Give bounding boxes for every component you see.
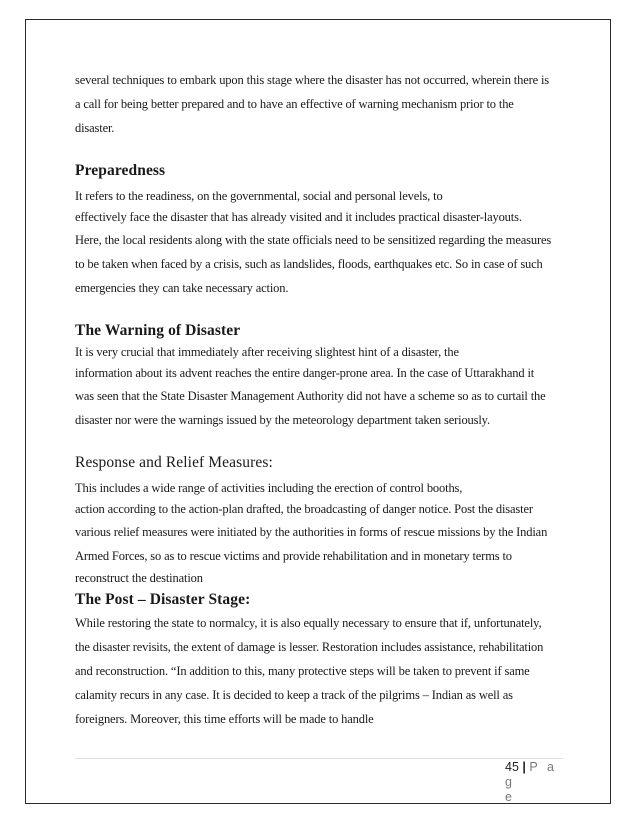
paragraph-line: several techniques to embark upon this stage where the disaster has not occurred, wherein there is	[75, 73, 550, 87]
section-heading-warning: The Warning of Disaster	[75, 322, 241, 339]
paragraph-line: calamity recurs in any case. It is decided to keep a track of the pilgrims – Indian as well as	[75, 688, 513, 702]
paragraph-line: This includes a wide range of activities including the erection of control booths,	[75, 481, 463, 495]
page-word-part1: P a g	[505, 760, 557, 789]
paragraph-line: the disaster revisits, the extent of damage is lesser. Restoration includes assistance, rehabilitation	[75, 640, 544, 654]
response-section	[75, 452, 563, 589]
paragraph-line: action according to the action-plan drafted, the broadcasting of danger notice. Post the disaster	[75, 502, 533, 516]
paragraph-line: While restoring the state to normalcy, it is also equally necessary to ensure that if, unfortunately,	[75, 616, 542, 630]
paragraph-line: various relief measures were initiated by the authorities in forms of rescue missions by the Indian	[75, 525, 548, 539]
paragraph-line: was seen that the State Disaster Management Authority did not have a scheme so as to curtail the	[75, 389, 546, 403]
page-number-footer	[505, 760, 565, 805]
paragraph-line: a call for being better prepared and to have an effective of warning mechanism prior to the	[75, 97, 514, 111]
section-heading-post-disaster: The Post – Disaster Stage:	[75, 591, 251, 608]
section-heading-response: Response and Relief Measures:	[75, 454, 273, 471]
preparedness-section	[75, 160, 563, 300]
paragraph-line: foreigners. Moreover, this time efforts will be made to handle	[75, 712, 374, 726]
post-disaster-section	[75, 589, 563, 731]
paragraph-line: reconstruct the destination	[75, 571, 203, 585]
paragraph-line: disaster nor were the warnings issued by the meteorology department taken seriously.	[75, 413, 490, 427]
page-separator: |	[522, 760, 526, 774]
page-number: 45	[505, 760, 519, 774]
warning-section	[75, 320, 563, 432]
paragraph-line: information about its advent reaches the entire danger-prone area. In the case of Uttarakhand it	[75, 366, 535, 380]
document-body	[75, 68, 563, 731]
paragraph-line: to be taken when faced by a crisis, such as landslides, floods, earthquakes etc. So in case of such	[75, 257, 543, 271]
section-heading-preparedness: Preparedness	[75, 162, 166, 179]
paragraph-line: It refers to the readiness, on the governmental, social and personal levels, to	[75, 189, 443, 203]
paragraph-line: disaster.	[75, 121, 115, 135]
page-word-part2: e	[505, 790, 515, 804]
paragraph-line: and reconstruction. “In addition to this, many protective steps will be taken to prevent if same	[75, 664, 530, 678]
intro-section	[75, 68, 563, 140]
paragraph-line: Armed Forces, so as to rescue victims and provide rehabilitation and in monetary terms to	[75, 549, 512, 563]
footer-divider	[75, 758, 563, 759]
paragraph-line: effectively face the disaster that has already visited and it includes practical disaster-layouts.	[75, 210, 522, 224]
paragraph-line: It is very crucial that immediately after receiving slightest hint of a disaster, the	[75, 345, 459, 359]
paragraph-line: emergencies they can take necessary action.	[75, 281, 289, 295]
paragraph-line: Here, the local residents along with the state officials need to be sensitized regarding the measures	[75, 233, 552, 247]
